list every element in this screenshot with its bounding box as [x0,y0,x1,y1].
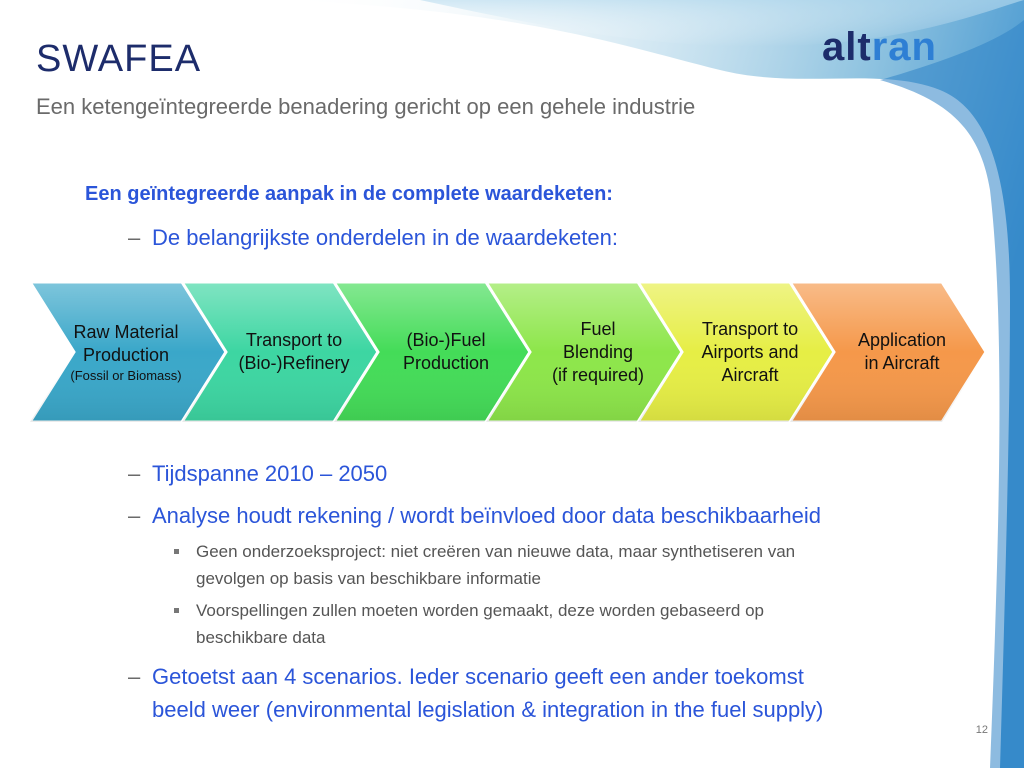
value-chain-stage-line: Blending [562,341,634,362]
bullet-line: Voorspellingen zullen moeten worden gemaakt, deze worden gebaseerd op [196,601,764,620]
intro-text: De belangrijkste onderdelen in de waardeketen: [152,225,618,250]
dash-marker: – [128,503,141,528]
dash-marker: – [128,461,141,486]
value-chain-stage-line: Transport to [245,330,343,350]
timespan-text: Tijdspanne 2010 – 2050 [152,461,388,486]
content-heading: Een geïntegreerde aanpak in de complete waardeketen: [85,183,613,205]
slide-subtitle: Een ketengeïntegreerde benadering gericht op een gehele industrie [36,94,696,119]
value-chain-stage-line: Transport to [701,318,799,339]
scenarios-item [128,660,824,726]
value-chain-stage [222,282,366,422]
page-number: 12 [975,724,988,736]
analysis-item [128,499,822,532]
value-chain-stage-line: (Bio-)Fuel [406,330,486,350]
value-chain-stage-line: in Aircraft [864,353,940,373]
value-chain-stage [830,282,974,422]
bullet-line: gevolgen op basis van beschikbare informatie [196,569,541,588]
value-chain-stage [678,282,822,422]
value-chain-stage [374,282,518,422]
scenarios-line: beeld weer (environmental legislation & integration in the fuel supply) [152,697,824,722]
dash-marker: – [128,664,141,689]
value-chain-stage-line: Aircraft [721,364,779,385]
bullet-marker [174,608,179,613]
bullet-item [196,538,795,592]
intro-item [128,221,618,254]
dash-marker: – [128,225,141,250]
timespan-item [128,457,388,490]
bullet-line: Geen onderzoeksproject: niet creëren van nieuwe data, maar synthetiseren van [196,542,796,561]
slide-title: SWAFEA [36,38,202,80]
svg-text:altran: altran [822,25,937,69]
value-chain-stage-line: Fuel [580,318,616,339]
value-chain-stage [60,282,192,422]
value-chain-stage-line: Production [82,344,170,365]
value-chain-stage-line: (Bio-)Refinery [238,353,350,373]
bullet-item [196,597,764,651]
scenarios-line: Getoetst aan 4 scenarios. Ieder scenario geeft een ander toekomst [152,664,804,689]
bullet-line: beschikbare data [196,628,326,647]
value-chain-stage-line: Application [857,330,947,350]
analysis-text: Analyse houdt rekening / wordt beïnvloed door data beschikbaarheid [152,503,822,528]
value-chain-stage-line: (Fossil or Biomass) [70,367,182,383]
bullet-marker [174,549,179,554]
altran-logo [822,22,1002,72]
value-chain-stage-line: Raw Material [73,321,179,342]
value-chain [30,282,996,422]
value-chain-stage-line: (if required) [551,364,645,385]
value-chain-stage-line: Production [402,353,490,373]
value-chain-stage-line: Airports and [701,341,799,362]
value-chain-stage [526,282,670,422]
